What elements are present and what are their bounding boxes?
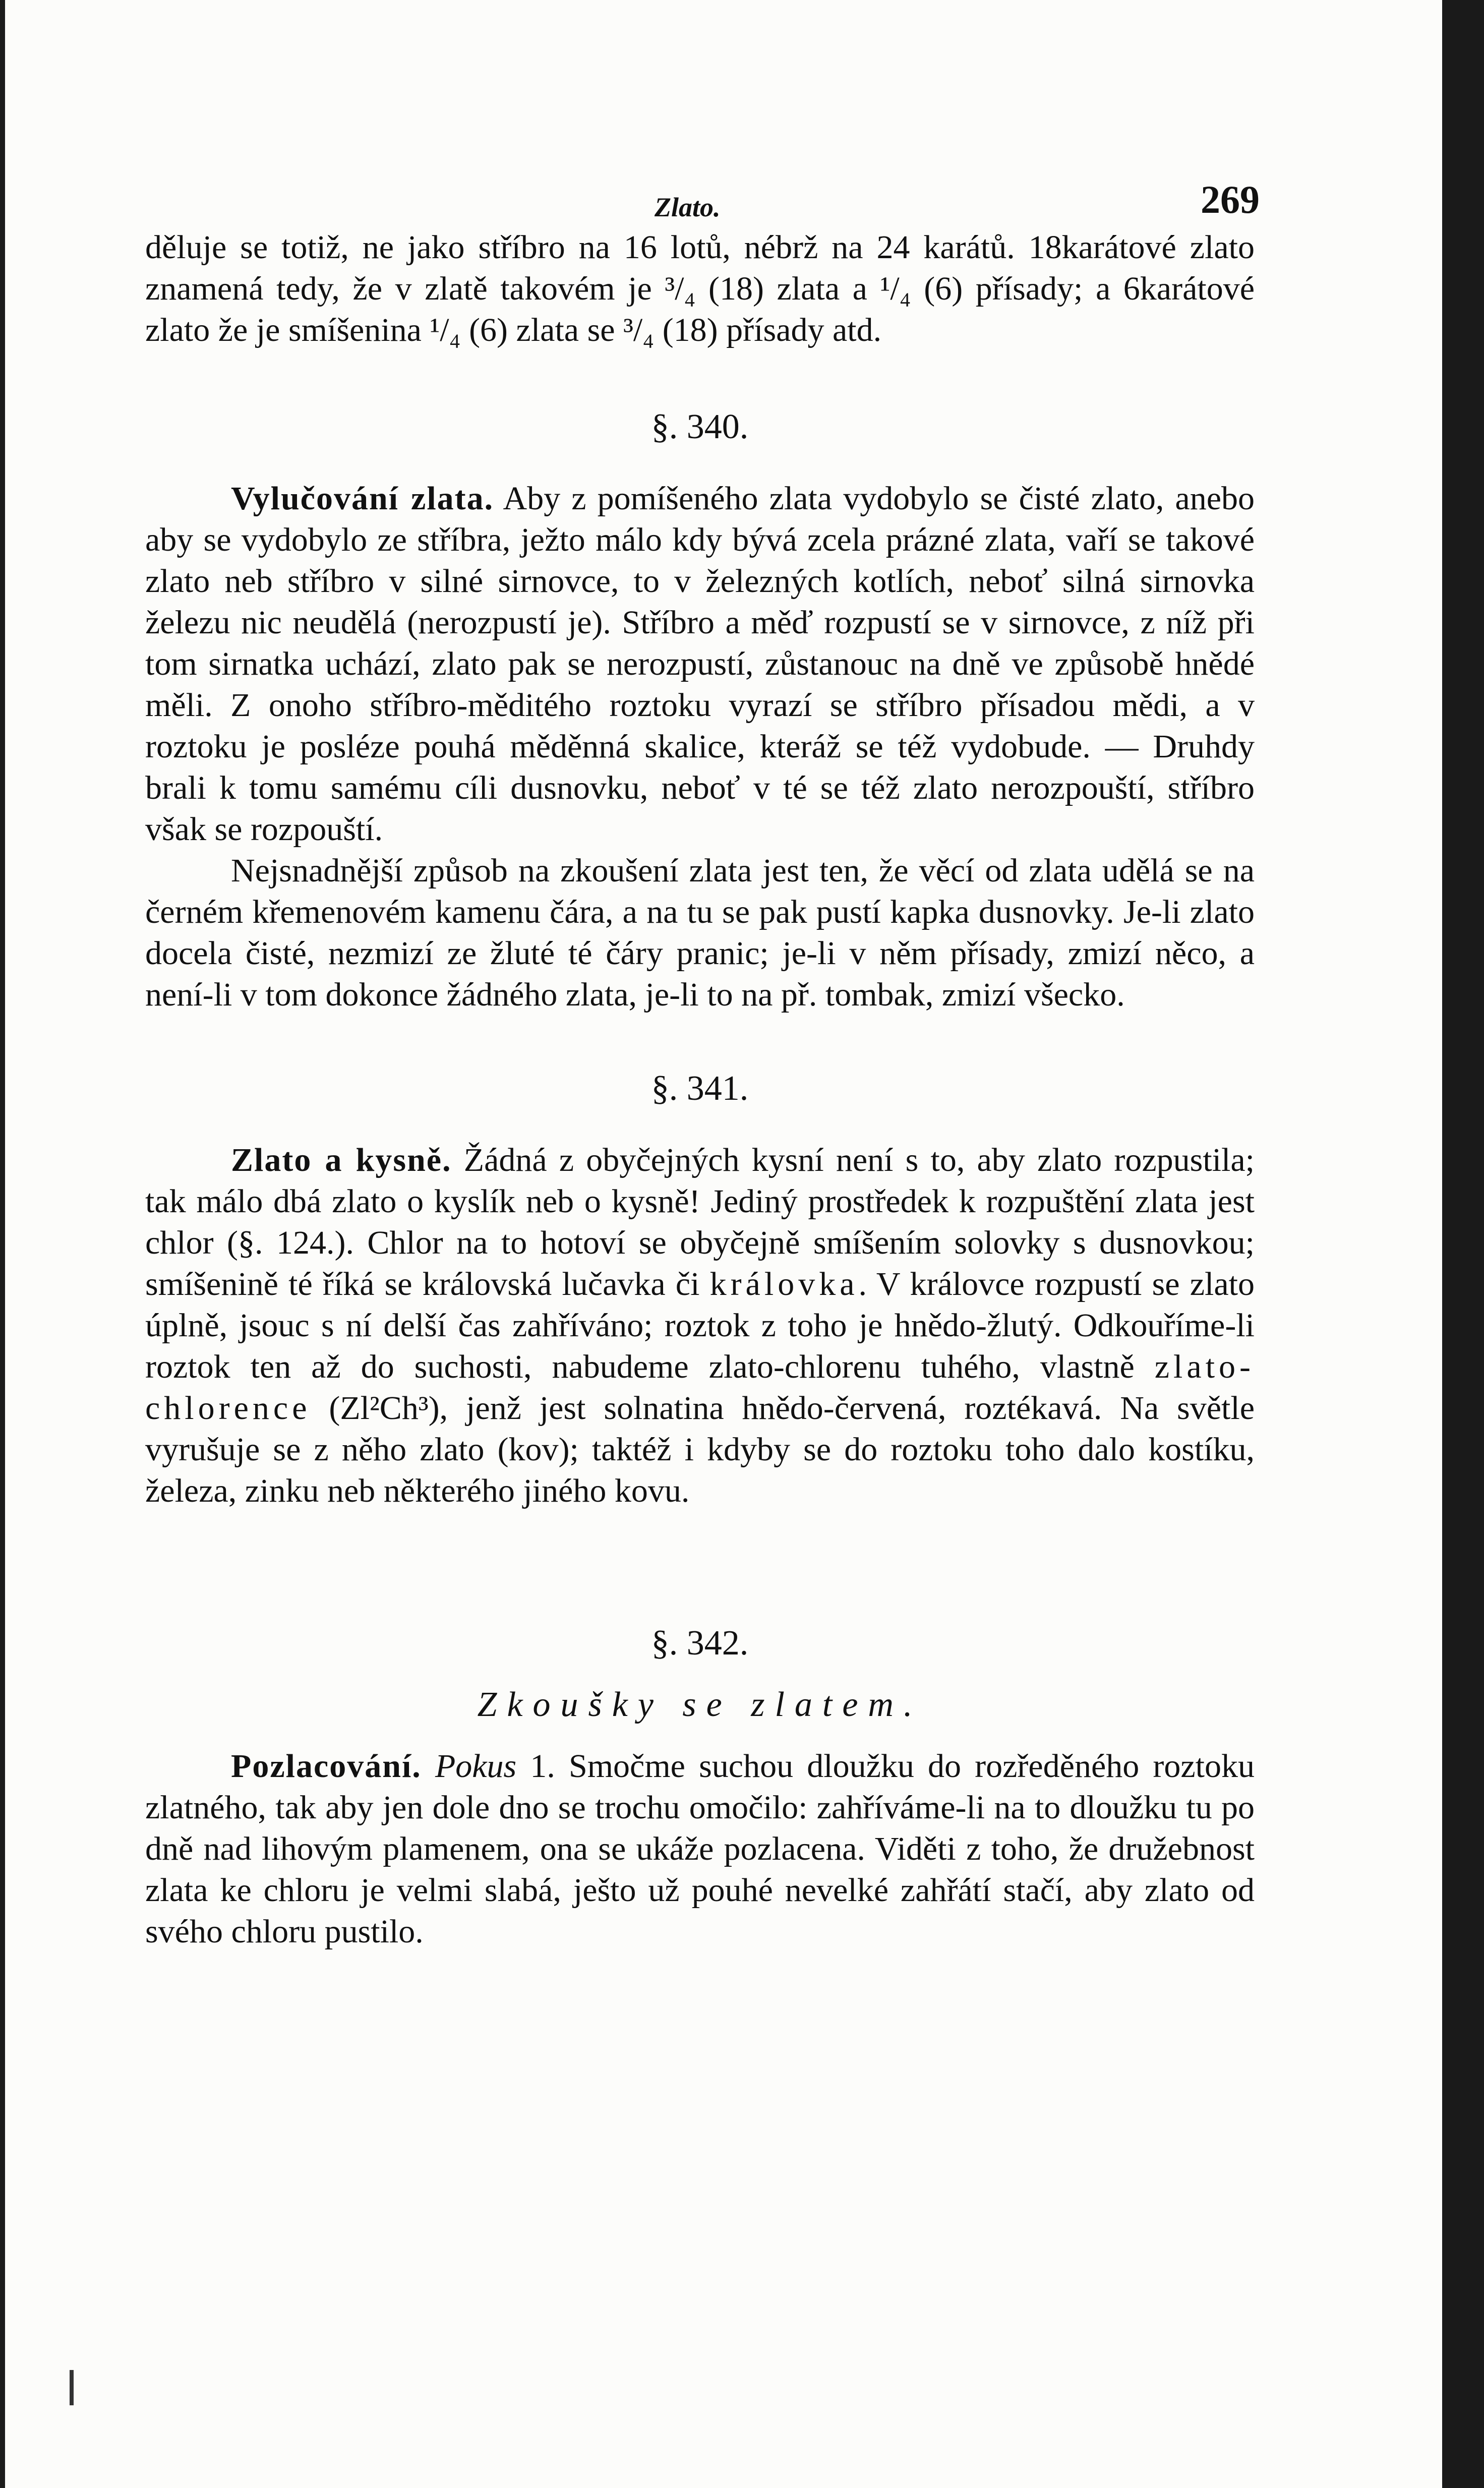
section-342-heading: §. 342. bbox=[651, 1624, 749, 1663]
section-341-paragraph bbox=[145, 1140, 1255, 1512]
section-340-text: Aby z pomíšeného zlata vydobylo se čisté zlato, anebo aby se vydobylo ze stříbra, ježto málo kdy bývá zcela prázné zlata, vaří se takové zlato neb stříbro v silné sirnovce, to v železných kotlích, neboť silná sirnovka železu nic neudělá (nerozpustí je). Stříbro a měď rozpustí se v sirnovce, z níž při tom sirnatka uchází, zlato pak se nerozpustí, zůstanouc na dně ve způsobě hnědé měli. Z onoho stříbro-měditého roztoku vyrazí se stříbro přísadou mědi, a v roztoku je posléze pouhá měděnná skalice, kteráž se též vydobude. — Druhdy brali k tomu samému cíli dusnovku, neboť v té se též zlato nerozpouští, stříbro však se rozpouští. bbox=[145, 480, 1255, 848]
section-341-heading: §. 341. bbox=[651, 1069, 749, 1108]
scan-right-edge bbox=[1442, 0, 1484, 2488]
section-342-paragraph bbox=[145, 1746, 1255, 1952]
pokus-label: Pokus bbox=[435, 1748, 517, 1785]
section-342-lead: Pozlacování. bbox=[231, 1748, 422, 1785]
term-zlato-chlorence: zlato-chlorence bbox=[145, 1348, 1255, 1427]
section-341-text-2: . V královce rozpustí se zlato úplně, jsouc s ní delší čas zahříváno; roztok z toho je hnědo-žlutý. Odkouříme-li roztok ten až do suchosti, nabudeme zlato-chlorenu tuhého, vlastně bbox=[145, 1266, 1255, 1385]
page-number: 269 bbox=[1201, 177, 1260, 221]
running-head bbox=[145, 151, 1260, 227]
section-340-lead: Vylučování zlata. bbox=[231, 480, 494, 517]
section-341-text-3: (Zl²Ch³), jenž jest solnatina hnědo-červená, roztékavá. Na světle vyrušuje se z něho zlato (kov); taktéž i kdyby se do roztoku toho dalo kostíku, železa, zinku neb některého jiného kovu. bbox=[145, 1390, 1255, 1509]
term-kralovka: královka bbox=[709, 1266, 859, 1302]
scan-left-edge bbox=[0, 0, 5, 2488]
running-title: Zlato. bbox=[655, 192, 721, 222]
text-block bbox=[145, 151, 1260, 1952]
section-340-paragraph-1 bbox=[145, 478, 1255, 850]
scan-mark bbox=[70, 2370, 74, 2405]
paragraph-continuation: děluje se totiž, ne jako stříbro na 16 lotů, nébrž na 24 karátů. 18karátové zlato znamená tedy, že v zlatě takovém je ³/₄ (18) zlata a ¹/₄ (6) přísady; a 6karátové zlato že je smíšenina ¹/₄ (6) zlata se ³/₄ (18) přísady atd. bbox=[145, 229, 1255, 348]
section-341-text-1: Žádná z obyčejných kysní není s to, aby zlato rozpustila; tak málo dbá zlato o kyslík neb o kysně! Jediný prostředek k rozpuštění zlata jest chlor (§. 124.). Chlor na to hotoví se obyčejně smíšením solovky s dusnovkou; smíšenině té říká se královská lučavka či bbox=[145, 1142, 1255, 1302]
section-342-subtitle: Zkoušky se zlatem. bbox=[477, 1685, 923, 1724]
section-340-paragraph-2: Nejsnadnější způsob na zkoušení zlata jest ten, že věcí od zlata udělá se na černém křemenovém kamenu čára, a na tu se pak pustí kapka dusnovky. Je-li zlato docela čisté, nezmizí ze žluté té čáry pranic; je-li v něm přísady, zmizí něco, a není-li v tom dokonce žádného zlata, je-li to na př. tombak, zmizí všecko. bbox=[145, 852, 1255, 1013]
section-340-heading: §. 340. bbox=[651, 407, 749, 446]
section-342-text: 1. Smočme suchou dloužku do rozředěného roztoku zlatného, tak aby jen dole dno se trochu omočilo: zahříváme-li na to dloužku tu po dně nad lihovým plamenem, ona se ukáže pozlacena. Viděti z toho, že družebnost zlata ke chloru je velmi slabá, ješto už pouhé nevelké zahřátí stačí, aby zlato od svého chloru pustilo. bbox=[145, 1748, 1255, 1950]
section-341-lead: Zlato a kysně. bbox=[231, 1142, 452, 1178]
